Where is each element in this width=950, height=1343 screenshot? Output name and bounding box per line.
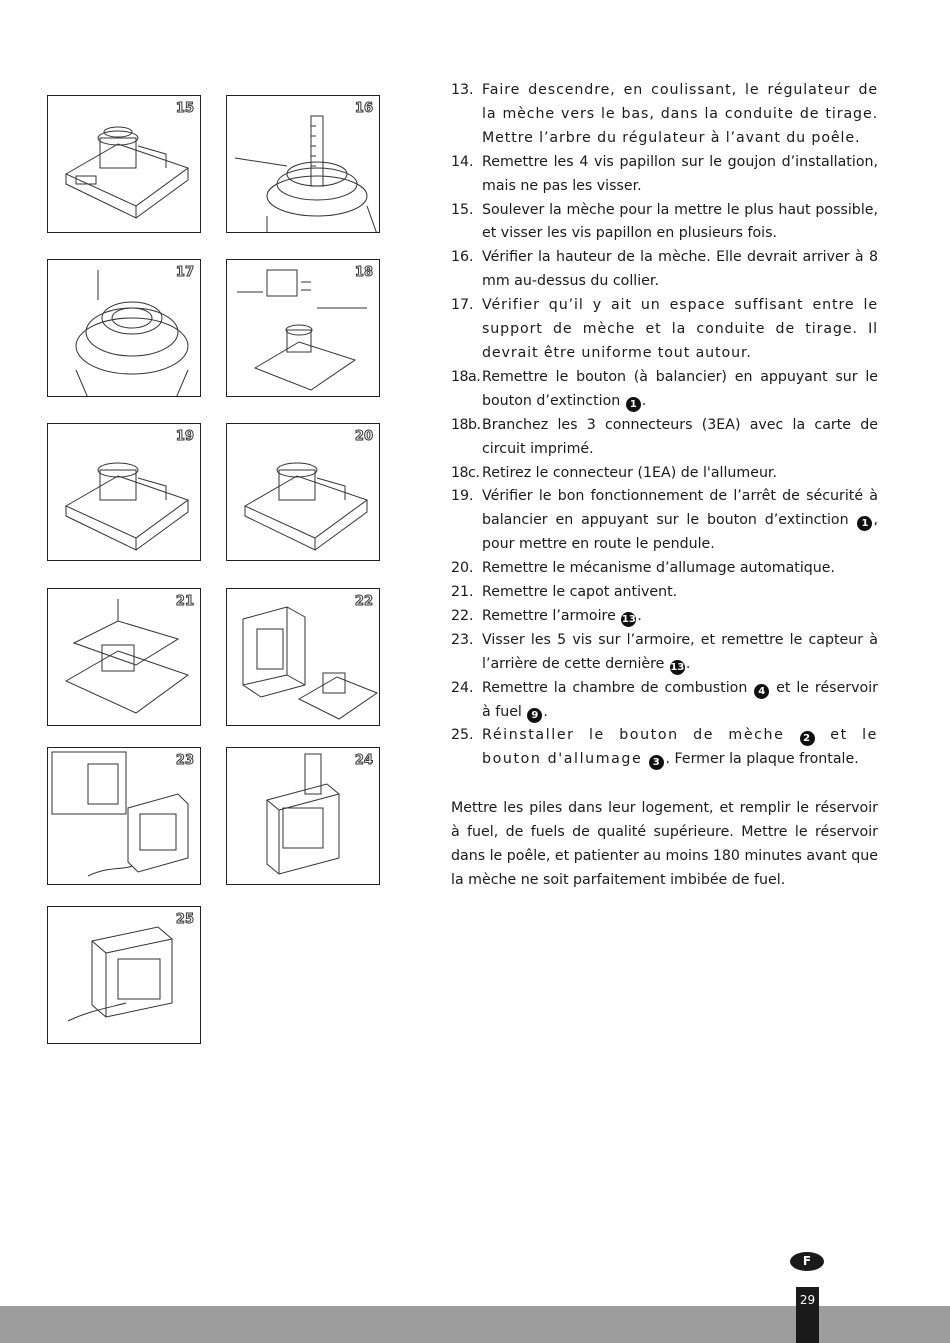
figure-number: 19: [175, 429, 194, 444]
figure-20: [226, 423, 380, 561]
step-number: 17.: [451, 297, 474, 314]
step-number: 22.: [451, 607, 474, 624]
step-text: Remettre le capot antivent.: [482, 584, 678, 601]
step-item: [451, 557, 878, 581]
instruction-steps: [451, 79, 878, 772]
figure-number: 16: [354, 101, 373, 116]
step-item: [451, 366, 878, 414]
step-text: Retirez le connecteur (1EA) de l'allumeur.: [482, 464, 777, 481]
figure-25: [47, 906, 201, 1044]
figure-18: [226, 259, 380, 397]
step-text: Remettre les 4 vis papillon sur le goujon d’installation, mais ne pas les visser.: [482, 153, 878, 194]
heater-burner-assembly-illustration: [227, 424, 380, 561]
page-number: 29: [796, 1287, 819, 1343]
step-text: Faire descendre, en coulissant, le régulateur de la mèche vers le bas, dans la conduite de tirage. Mettre l’arbre du régulateur à l’avant du poêle.: [482, 82, 878, 146]
wick-height-gauge-illustration: [227, 96, 380, 233]
step-text: Vérifier le bon fonctionnement de l’arrêt de sécurité à balancier en appuyant sur le bouton d’extinction: [482, 488, 878, 529]
step-item: [451, 151, 878, 199]
step-text: Vérifier la hauteur de la mèche. Elle devrait arriver à 8 mm au-dessus du collier.: [482, 249, 878, 290]
step-item: [451, 677, 878, 725]
figure-19: [47, 423, 201, 561]
step-text: et le bouton d'allumage: [482, 727, 878, 768]
figure-number: 15: [175, 101, 194, 116]
closing-paragraph: Mettre les piles dans leur logement, et remplir le réservoir à fuel, de fuels de qualité supérieure. Mettre le réservoir dans le poêle, et patienter au moins 180 minutes avant que la mèche ne soit parfaitement imbibée de fuel.: [451, 800, 878, 888]
step-number: 20.: [451, 560, 474, 577]
step-item: [451, 485, 878, 557]
figure-17: [47, 259, 201, 397]
step-item: [451, 199, 878, 247]
step-text: Remettre l’armoire: [482, 607, 621, 624]
step-text: Réinstaller le bouton de mèche: [482, 727, 799, 744]
step-text: Visser les 5 vis sur l’armoire, et remettre le capteur à l’arrière de cette dernière: [482, 631, 878, 672]
figure-number: 25: [175, 912, 194, 927]
step-text: .: [685, 655, 691, 672]
step-text: Soulever la mèche pour la mettre le plus haut possible, et visser les vis papillon en plusieurs fois.: [482, 201, 878, 242]
step-number: 14.: [451, 153, 474, 170]
figure-number: 24: [354, 753, 373, 768]
part-number-badge: 4: [754, 684, 769, 699]
step-text: Remettre le mécanisme d’allumage automatique.: [482, 560, 836, 577]
heater-burner-assembly-illustration: [48, 96, 201, 233]
step-number: 25.: [451, 727, 474, 744]
part-number-badge: 1: [626, 397, 641, 412]
figure-23: [47, 747, 201, 885]
part-number-badge: 13: [621, 613, 636, 625]
step-text: Branchez les 3 connecteurs (3EA) avec la carte de circuit imprimé.: [482, 416, 878, 457]
step-text: , pour mettre en route le pendule.: [482, 512, 878, 553]
part-number-badge: 1: [857, 516, 872, 531]
step-text: et le réservoir à fuel: [482, 679, 878, 720]
step-item: [451, 246, 878, 294]
language-badge: F: [790, 1252, 824, 1271]
figure-21: [47, 588, 201, 726]
step-item: [451, 629, 878, 677]
step-item: [451, 581, 878, 605]
step-text: Remettre la chambre de combustion: [482, 679, 754, 696]
step-item: [451, 79, 878, 151]
step-item: [451, 724, 878, 772]
step-item: [451, 462, 878, 486]
figure-22: [226, 588, 380, 726]
figure-number: 17: [175, 265, 194, 280]
wick-ring-closeup-illustration: [48, 260, 201, 397]
part-number-badge: 13: [670, 661, 685, 673]
heater-knob-install-illustration: [48, 907, 201, 1044]
step-number: 21.: [451, 584, 474, 601]
step-number: 13.: [451, 82, 474, 98]
combustion-chamber-illustration: [227, 748, 380, 885]
figure-number: 20: [354, 429, 373, 444]
figure-number: 23: [175, 753, 194, 768]
figure-number: 21: [175, 594, 194, 609]
burner-cover-illustration: [48, 589, 201, 726]
step-number: 18b.: [451, 416, 481, 433]
heater-burner-assembly-illustration: [48, 424, 201, 561]
figure-16: [226, 95, 380, 233]
figure-number: 18: [354, 265, 373, 280]
step-number: 18c.: [451, 464, 480, 481]
figure-number: 22: [354, 594, 373, 609]
step-text: .: [543, 703, 548, 720]
step-text: Remettre le bouton (à balancier) en appuyant sur le bouton d’extinction: [482, 368, 878, 409]
step-text: Vérifier qu’il y ait un espace suffisant entre le support de mèche et la conduite de tirage. Il devrait être uniforme tout autour.: [482, 297, 878, 361]
step-item: [451, 414, 878, 462]
part-number-badge: 2: [800, 731, 815, 746]
heater-cabinet-illustration: [227, 589, 380, 726]
figure-24: [226, 747, 380, 885]
step-text: . Fermer la plaque frontale.: [665, 751, 859, 768]
step-item: [451, 605, 878, 629]
step-number: 16.: [451, 249, 474, 266]
step-item: [451, 294, 878, 366]
step-number: 23.: [451, 631, 474, 648]
step-number: 24.: [451, 679, 474, 696]
step-number: 18a.: [451, 368, 481, 385]
step-number: 19.: [451, 488, 474, 505]
step-text: .: [637, 607, 642, 624]
step-number: 15.: [451, 201, 474, 218]
figure-15: [47, 95, 201, 233]
part-number-badge: 9: [527, 708, 542, 723]
step-text: .: [641, 392, 647, 409]
part-number-badge: 3: [649, 755, 664, 770]
circuit-connectors-illustration: [227, 260, 380, 397]
heater-sensor-illustration: [48, 748, 201, 885]
